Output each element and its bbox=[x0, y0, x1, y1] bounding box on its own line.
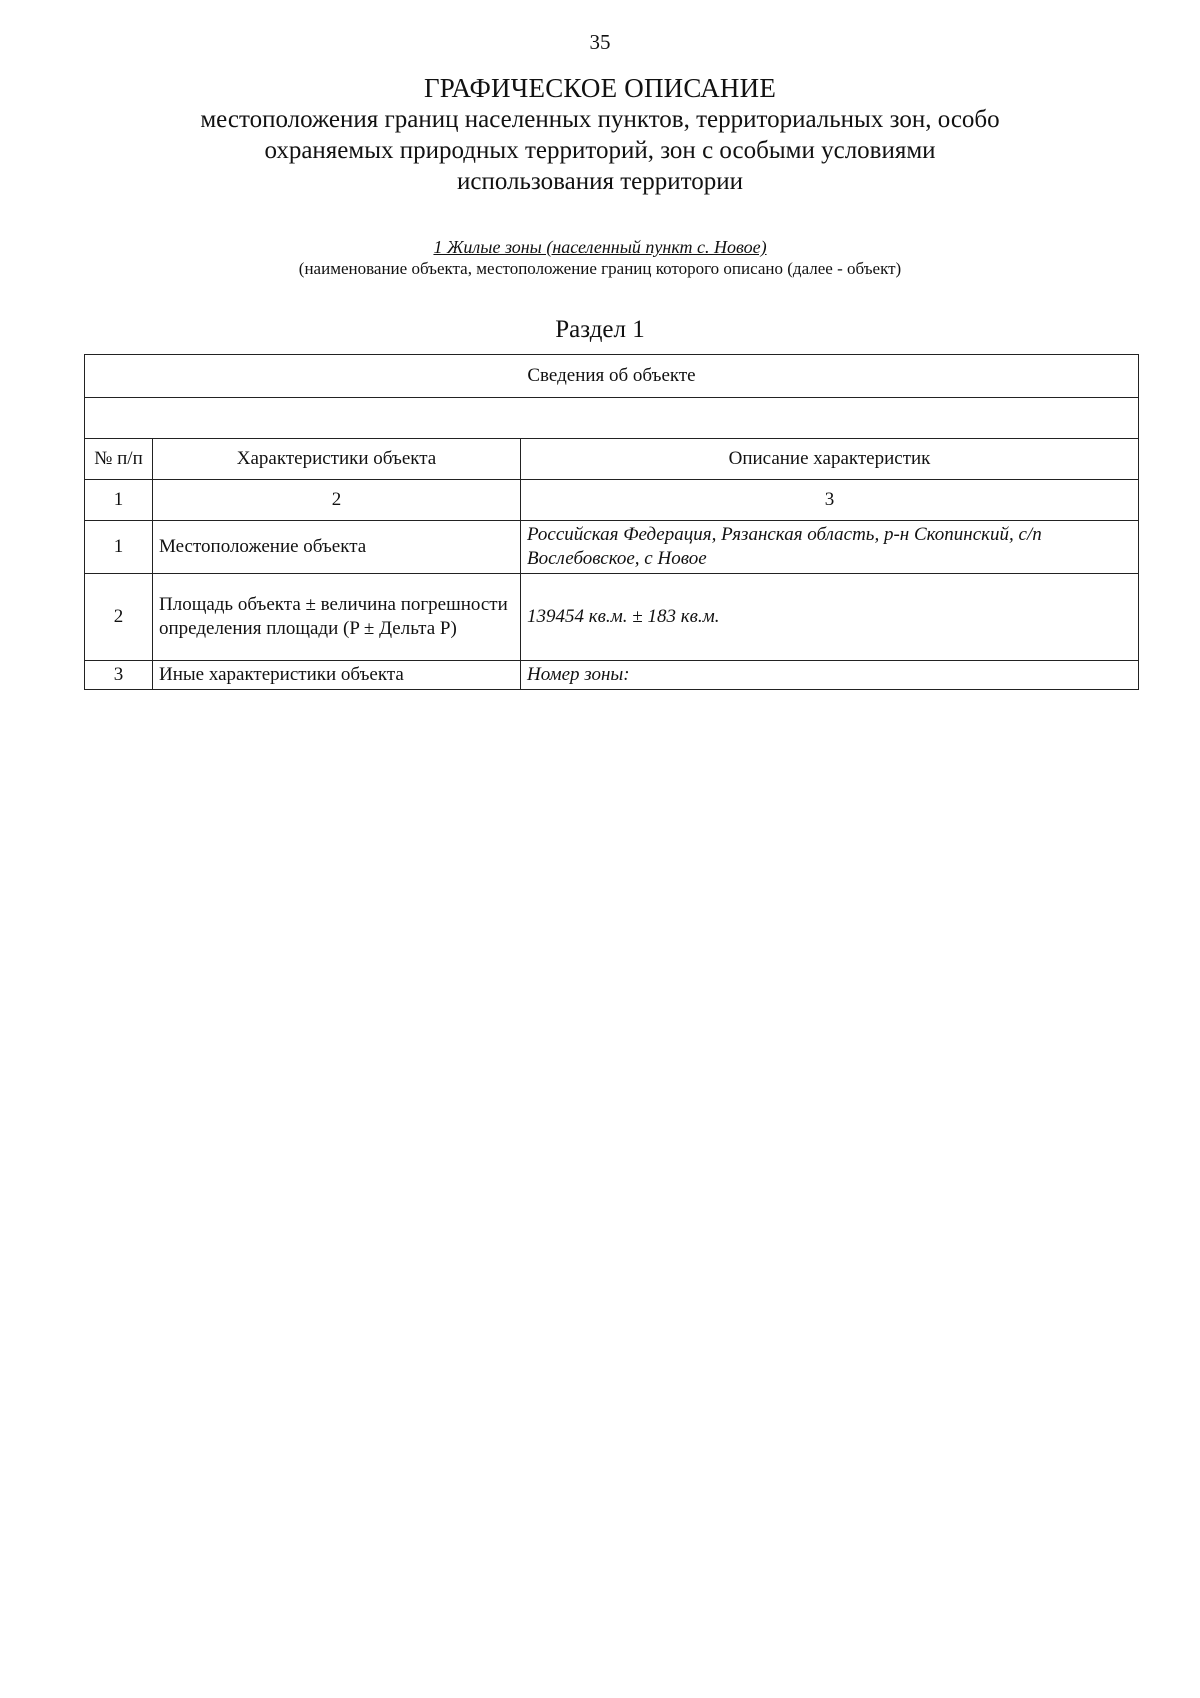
document-subtitle: местоположения границ населенных пунктов, территориальных зон, особо охраняемых природных территорий, зон с особыми условиями использования территории bbox=[200, 106, 1000, 195]
table-heading: Сведения об объекте bbox=[85, 355, 1139, 398]
table-blank-cell bbox=[85, 398, 1139, 439]
table-blank-row bbox=[85, 398, 1139, 439]
section-title: Раздел 1 bbox=[555, 316, 645, 343]
table-row bbox=[85, 574, 1139, 661]
column-number-1: 1 bbox=[85, 480, 153, 521]
document-title: ГРАФИЧЕСКОЕ ОПИСАНИЕ bbox=[423, 73, 777, 103]
row-characteristic: Местоположение объекта bbox=[153, 521, 521, 574]
column-header-num: № п/п bbox=[85, 439, 153, 480]
row-description: Номер зоны: bbox=[521, 661, 1139, 690]
document-title-block bbox=[0, 72, 1200, 197]
row-characteristic: Иные характеристики объекта bbox=[153, 661, 521, 690]
object-info-table bbox=[84, 354, 1139, 690]
table-row bbox=[85, 661, 1139, 690]
column-number-3: 3 bbox=[521, 480, 1139, 521]
column-header-characteristic: Характеристики объекта bbox=[153, 439, 521, 480]
page-number: 35 bbox=[589, 30, 611, 54]
object-caption: (наименование объекта, местоположение границ которого описано (далее - объект) bbox=[298, 259, 902, 278]
object-name: 1 Жилые зоны (населенный пункт с. Новое) bbox=[433, 237, 767, 257]
table-heading-row bbox=[85, 355, 1139, 398]
row-characteristic: Площадь объекта ± величина погрешности определения площади (P ± Дельта P) bbox=[153, 574, 521, 661]
object-block bbox=[0, 236, 1200, 279]
column-number-2: 2 bbox=[153, 480, 521, 521]
row-number: 1 bbox=[85, 521, 153, 574]
table-row bbox=[85, 521, 1139, 574]
row-number: 2 bbox=[85, 574, 153, 661]
row-description: Российская Федерация, Рязанская область, р-н Скопинский, с/п Вослебовское, с Новое bbox=[521, 521, 1139, 574]
row-number: 3 bbox=[85, 661, 153, 690]
table-column-header-row bbox=[85, 439, 1139, 480]
row-description: 139454 кв.м. ± 183 кв.м. bbox=[521, 574, 1139, 661]
column-header-description: Описание характеристик bbox=[521, 439, 1139, 480]
table-column-number-row bbox=[85, 480, 1139, 521]
